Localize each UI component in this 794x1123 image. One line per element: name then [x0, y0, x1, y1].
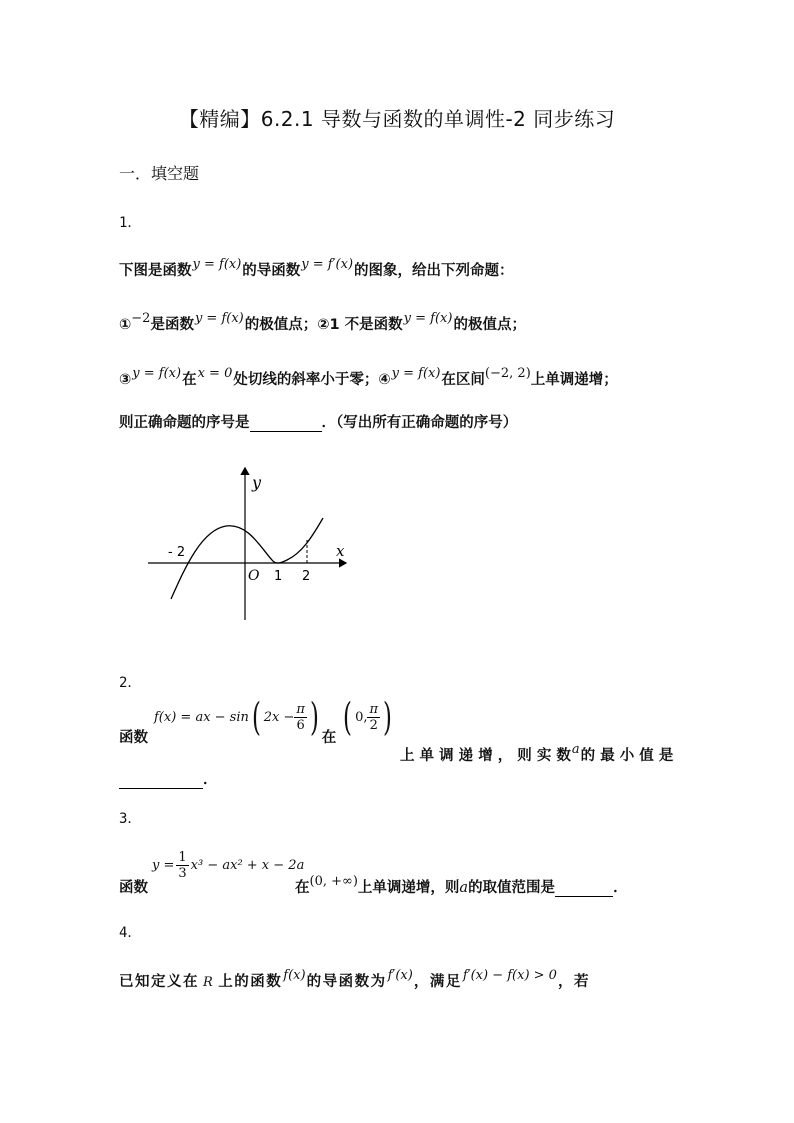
- section-heading: 一．填空题: [119, 164, 200, 183]
- q1-line-4: 则正确命题的序号是 ．（写出所有正确命题的序号）: [119, 415, 518, 431]
- q2-function-expr: f(x) = ax − sin ( 2x − $\frac{\pi}{6}$ ): [154, 695, 319, 739]
- derivative-graph: [140, 462, 355, 624]
- fraction-1-3: $\frac{1}{3}$: [178, 850, 187, 881]
- q1-line-3: ③y = f(x)在x = 0处切线的斜率小于零；④y = f(x)在区间(−2, 2)上单调递增；: [119, 366, 618, 388]
- q1-line-1: 下图是函数y = f(x)的导函数y = f′(x)的图象，给出下列命题：: [119, 257, 514, 279]
- answer-blank-3[interactable]: [555, 880, 613, 897]
- fraction-pi-2: $\frac{\pi}{2}$: [369, 701, 379, 733]
- fraction-pi-6: $\frac{\pi}{6}$: [296, 701, 305, 733]
- question-2-number: 2．: [119, 675, 142, 691]
- question-3-number: 3．: [119, 811, 142, 827]
- q4-line-1: 已知定义在 R 上的函数f(x)的导函数为f′(x)，满足f′(x) − f(x) > 0，若: [119, 968, 590, 990]
- math-interval-q3: (0, +∞): [309, 874, 358, 889]
- math-y-fprime: y = f′(x): [301, 257, 354, 272]
- tick-label-neg2: - 2: [168, 545, 186, 560]
- math-y-fx: y = f(x): [192, 257, 242, 272]
- question-4-number: 4．: [119, 925, 142, 941]
- page-title: 【精编】6.2.1 导数与函数的单调性-2 同步练习: [178, 107, 616, 131]
- answer-blank-2[interactable]: [119, 772, 203, 789]
- q2-line-1: 函数 f(x) = ax − sin ( 2x − $\frac{\pi}{6}$ ) 在 ( 0, $\frac{\pi}{2}$ ): [119, 712, 679, 750]
- math-neg2: −2: [131, 311, 151, 326]
- x-axis-label: x: [336, 542, 345, 560]
- q2-line-1-tail: 上 单 调 递 增 ， 则 实 数a的 最 小 值 是: [400, 742, 674, 764]
- tick-label-2: 2: [302, 569, 311, 584]
- q1-line-2: ①−2是函数y = f(x)的极值点；②1 不是函数y = f(x)的极值点；: [119, 311, 526, 333]
- math-interval: (−2, 2): [484, 366, 531, 381]
- y-axis-label: y: [252, 473, 262, 492]
- question-1-number: 1．: [119, 215, 142, 231]
- q2-line-2: ．: [119, 768, 218, 789]
- q3-line-1-text: 函数: [119, 880, 148, 896]
- q3-function-expr: y = $\frac{1}{3}$ x³ − ax² + x − 2a: [152, 850, 305, 881]
- tick-label-1: 1: [274, 569, 283, 584]
- origin-label: O: [248, 568, 260, 584]
- q2-interval-expr: ( 0, $\frac{\pi}{2}$ ): [343, 695, 392, 739]
- derivative-curve: [171, 518, 323, 599]
- answer-blank-1[interactable]: [250, 415, 322, 432]
- q3-line-1-tail: 在(0, +∞)上单调递增，则a的取值范围是 ．: [295, 874, 628, 896]
